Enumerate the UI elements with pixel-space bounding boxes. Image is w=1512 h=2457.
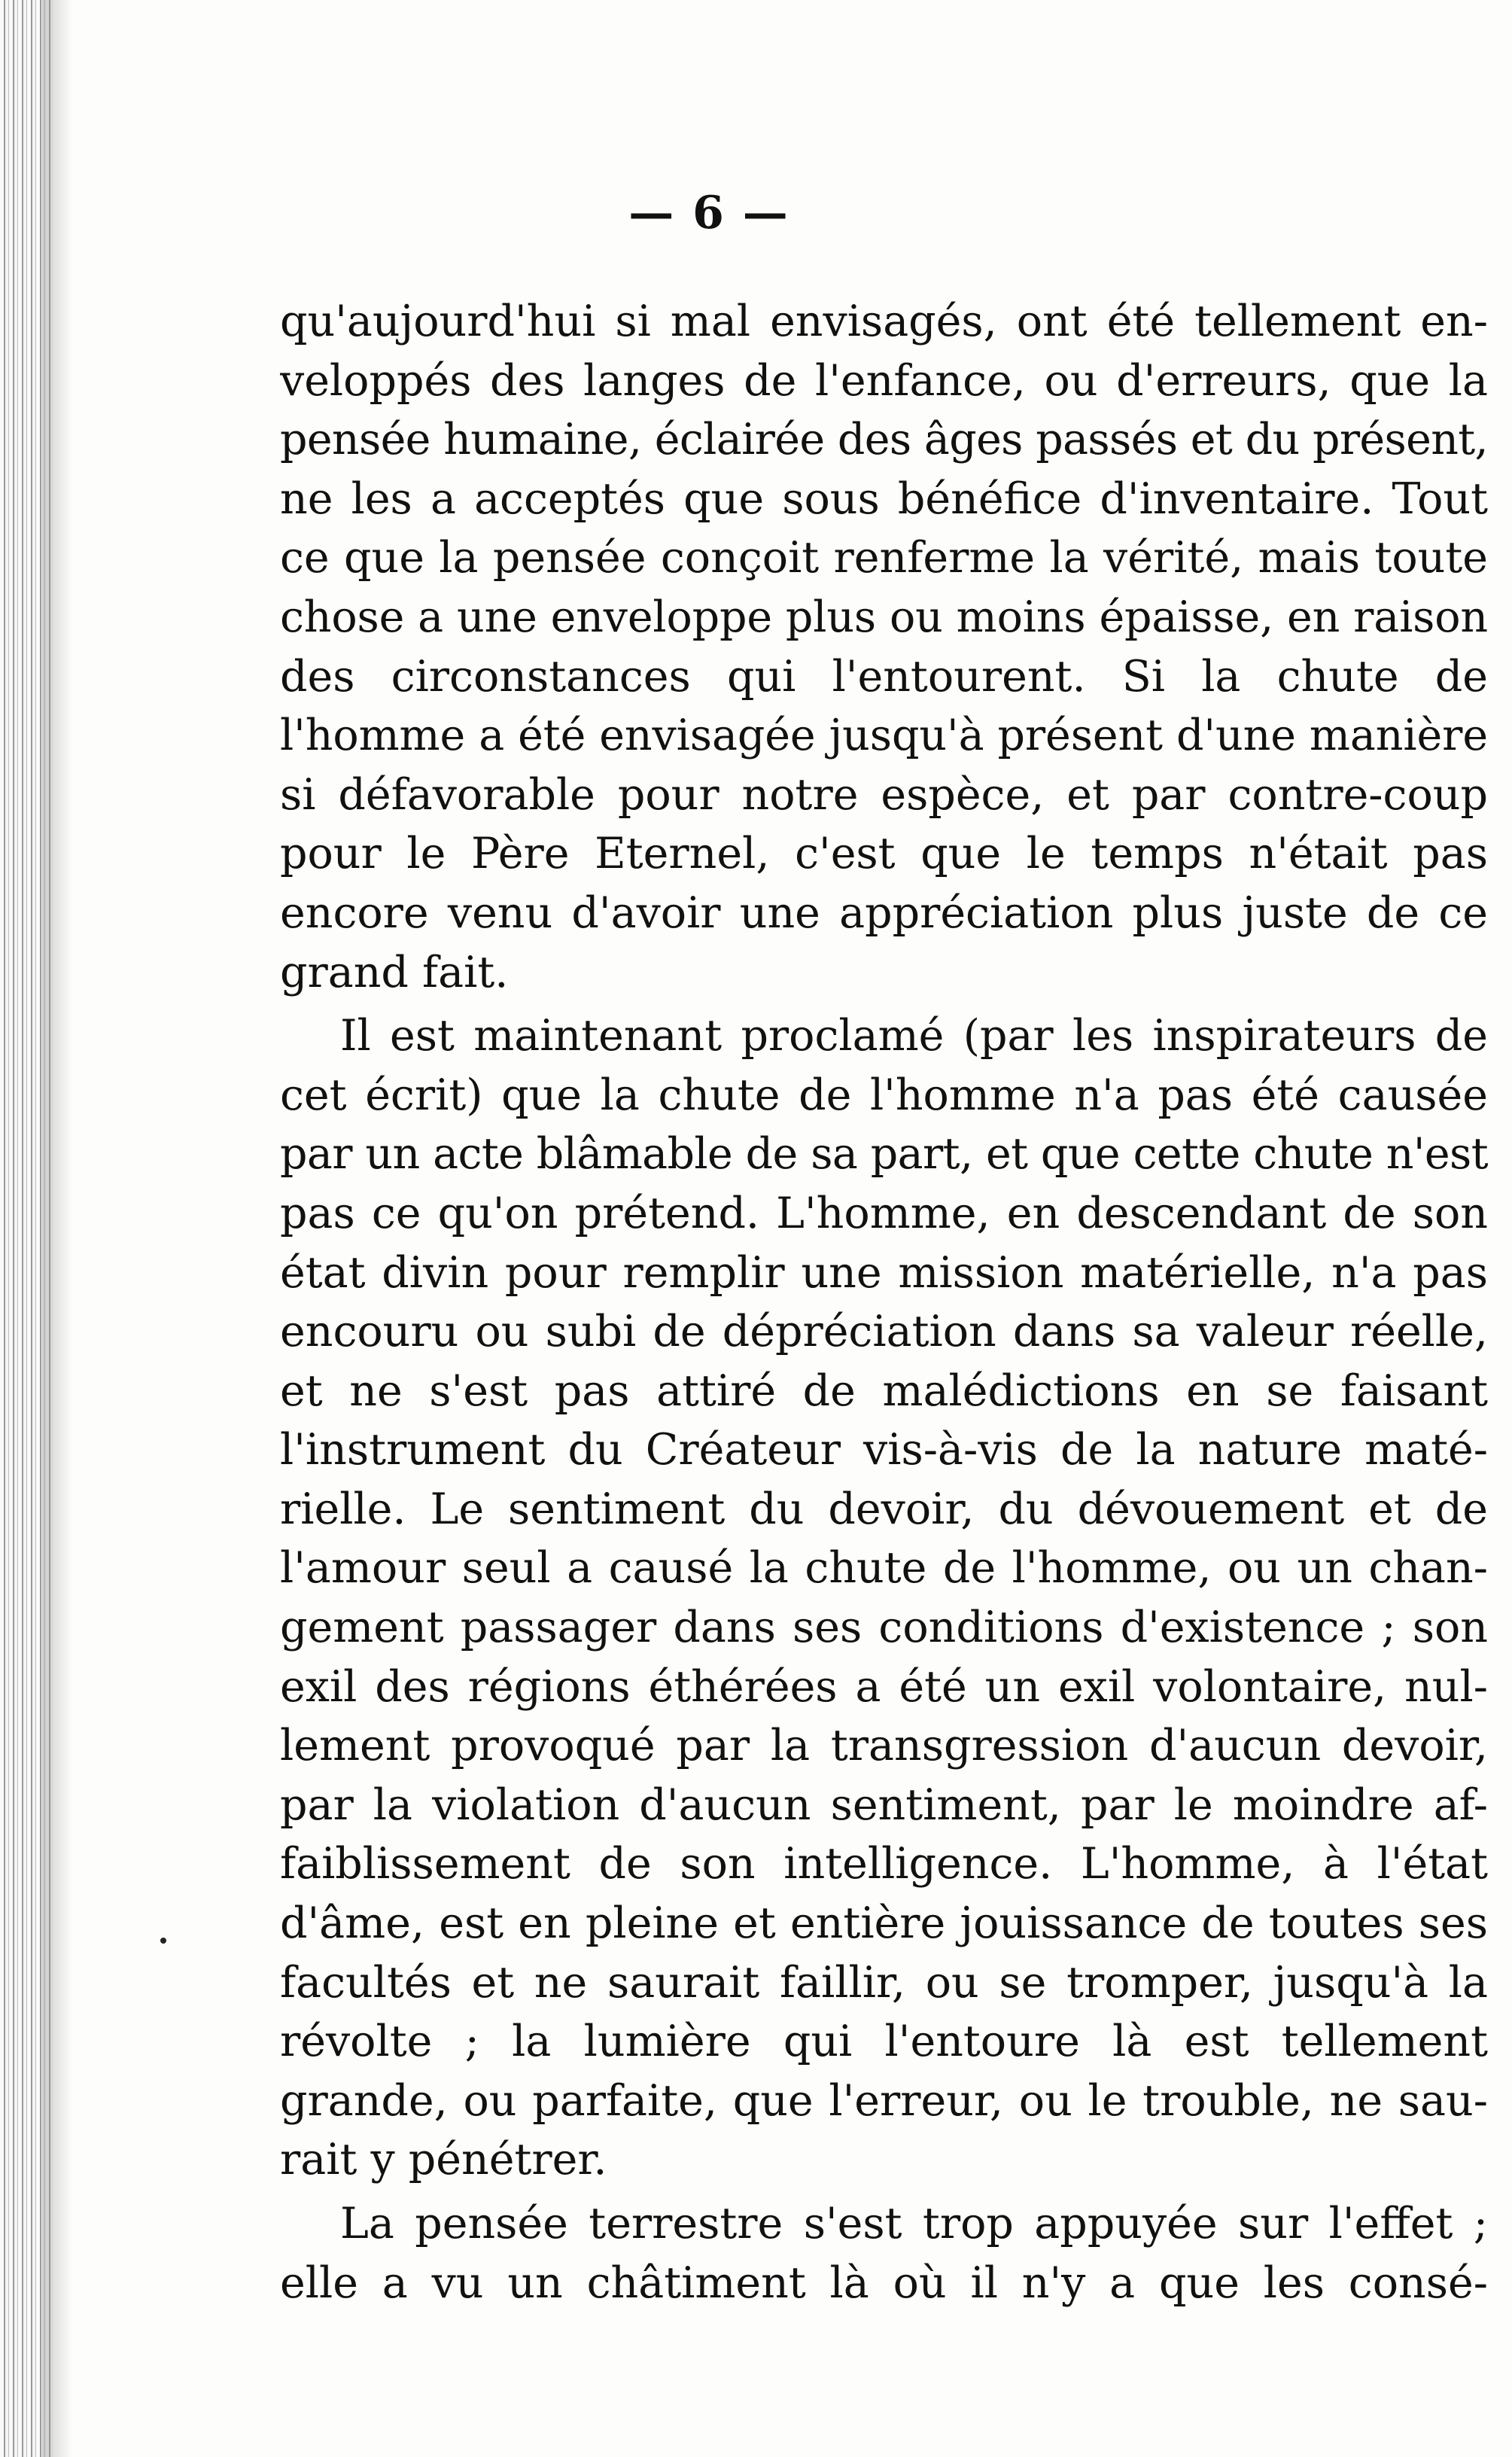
gutter-shadow <box>42 0 72 2457</box>
text-line: veloppés des langes de l'enfance, ou d'erreurs, que la <box>280 355 1488 406</box>
text-line: Il est maintenant proclamé (par les inspirateurs de <box>340 1011 1488 1061</box>
text-line: si défavorable pour notre espèce, et par contre-coup <box>280 769 1488 820</box>
text-line: cet écrit) que la chute de l'homme n'a pas été causée <box>280 1070 1488 1120</box>
text-line: qu'aujourd'hui si mal envisagés, ont été tellement en- <box>280 297 1488 346</box>
text-line: gement passager dans ses conditions d'existence ; son <box>280 1603 1488 1653</box>
text-line: par la violation d'aucun sentiment, par le moindre af- <box>280 1780 1488 1830</box>
text-line: des circonstances qui l'entourent. Si la chute de <box>280 651 1488 702</box>
text-line: pour le Père Eternel, c'est que le temps n'était pas <box>280 829 1488 879</box>
text-line: d'âme, est en pleine et entière jouissance de toutes ses <box>280 1898 1488 1949</box>
text-line: pas ce qu'on prétend. L'homme, en descendant de son <box>280 1188 1488 1238</box>
text-line: état divin pour remplir une mission matérielle, n'a pas <box>280 1247 1488 1298</box>
text-line: encore venu d'avoir une appréciation plus juste de ce <box>280 888 1488 938</box>
text-line: facultés et ne saurait faillir, ou se tromper, jusqu'à la <box>280 1957 1488 2008</box>
text-line: l'homme a été envisagée jusqu'à présent d'une manière <box>280 711 1488 761</box>
text-line: elle a vu un châtiment là où il n'y a que les consé- <box>280 2258 1488 2308</box>
page-number: — 6 — <box>628 187 789 239</box>
text-line: par un acte blâmable de sa part, et que cette chute n'est <box>280 1129 1488 1180</box>
text-line: pensée humaine, éclairée des âges passés et du présent, <box>280 415 1488 465</box>
text-line: rait y pénétrer. <box>280 2135 607 2185</box>
text-line: encouru ou subi de dépréciation dans sa valeur réelle, <box>280 1307 1488 1357</box>
text-line: l'instrument du Créateur vis-à-vis de la nature maté- <box>280 1425 1488 1475</box>
text-line: exil des régions éthérées a été un exil volontaire, nul- <box>280 1661 1488 1712</box>
text-line: et ne s'est pas attiré de malédictions en se faisant <box>280 1366 1488 1416</box>
text-line: grand fait. <box>280 947 509 997</box>
page-content <box>280 187 1488 2312</box>
text-line: grande, ou parfaite, que l'erreur, ou le trouble, ne sau- <box>280 2075 1488 2126</box>
ink-speck <box>160 1938 166 1944</box>
paragraph-1 <box>280 292 1488 1002</box>
text-line: ne les a acceptés que sous bénéfice d'inventaire. Tout <box>280 473 1488 524</box>
text-line: rielle. Le sentiment du devoir, du dévouement et de <box>280 1484 1488 1534</box>
text-line: lement provoqué par la transgression d'aucun devoir, <box>280 1721 1488 1771</box>
text-line: révolte ; la lumière qui l'entoure là est tellement <box>280 2017 1488 2067</box>
text-line: faiblissement de son intelligence. L'homme, à l'état <box>280 1839 1488 1889</box>
text-line: ce que la pensée conçoit renferme la vérité, mais toute <box>280 533 1488 583</box>
paragraph-2 <box>280 1006 1488 2190</box>
paragraph-3 <box>280 2194 1488 2312</box>
text-line: chose a une enveloppe plus ou moins épaisse, en raison <box>280 592 1488 642</box>
text-line: l'amour seul a causé la chute de l'homme, ou un chan- <box>280 1543 1488 1594</box>
text-line: La pensée terrestre s'est trop appuyée sur l'effet ; <box>340 2199 1488 2248</box>
